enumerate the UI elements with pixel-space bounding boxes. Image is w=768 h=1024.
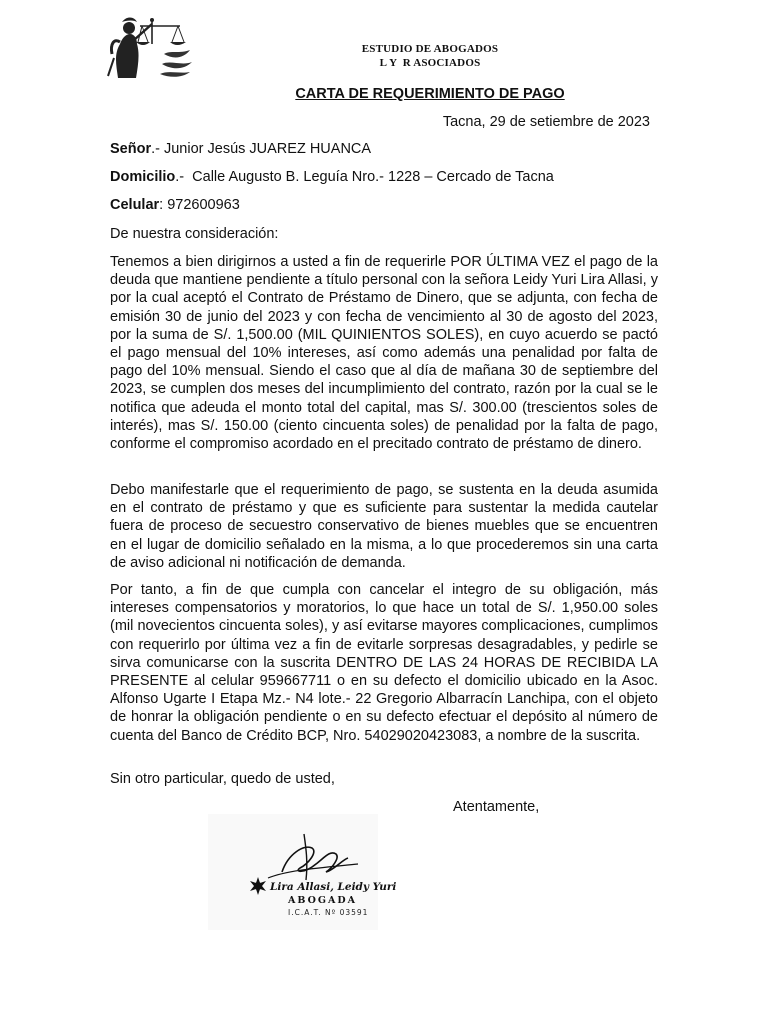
firm-name-line1: ESTUDIO DE ABOGADOS <box>361 43 499 55</box>
celular-value: : 972600963 <box>159 197 240 213</box>
body-paragraph: Debo manifestarle que el requerimiento de pago, se sustenta en la deuda asumida en el contrato de préstamo y que es suficiente para sustentar la medida cautelar fuera de proceso de secuestro conservativo de bienes muebles que se encuentren en el lugar de domicilio señalado en la misma, a lo que procederemos sin una carta de aviso adicional ni notificación de demanda. <box>110 482 658 571</box>
domicilio-value: .- Calle Augusto B. Leguía Nro.- 1228 – Cercado de Tacna <box>175 169 554 185</box>
firm-name <box>330 42 530 70</box>
senor-value: .- Junior Jesús JUAREZ HUANCA <box>151 141 372 157</box>
body-paragraph: Tenemos a bien dirigirnos a usted a fin de requerirle POR ÚLTIMA VEZ el pago de la deuda que mantiene pendiente a título personal con la señora Leidy Yuri Lira Allasi, y por la cual aceptó el Contrato de Préstamo de Dinero, que se adjunta, con fecha de emisión 30 de junio del 2023 y con fecha de vencimiento al 30 de agosto del 2023, por la suma de S/. 1,500.00 (MIL QUINIENTOS SOLES), en cuyo acuerdo se pactó el pago mensual del 10% intereses, así como además una penalidad por falta de pago del 10% mensual. Siendo el caso que al día de mañana 30 de septiembre del 2023, se cumplen dos meses del incumplimiento del contrato, razón por la cual se le notifica que adeuda el monto total del capital, mas S/. 300.00 (trescientos soles de interés), mas S/. 150.00 (ciento cincuenta soles) de penalidad por la falta de pago, conforme el compromiso acordado en el precitado contrato de préstamo de dinero. <box>110 254 658 453</box>
celular-label: Celular <box>110 197 160 213</box>
recipient-phone-line <box>110 197 240 213</box>
closing-line: Sin otro particular, quedo de usted, <box>110 771 335 787</box>
greeting: De nuestra consideración: <box>110 226 279 242</box>
signature-stamp <box>208 814 397 930</box>
domicilio-label: Domicilio <box>110 169 176 185</box>
stamp-registry: I.C.A.T. Nº 03591 <box>288 908 369 917</box>
closing-salutation: Atentamente, <box>453 799 540 815</box>
lady-justice-icon <box>104 14 196 80</box>
stamp-name: Lira Allasi, Leidy Yuri <box>270 881 397 893</box>
firm-logo <box>104 14 196 80</box>
senor-label: Señor <box>110 141 152 157</box>
letter-title: CARTA DE REQUERIMIENTO DE PAGO <box>295 86 565 102</box>
letter-date: Tacna, 29 de setiembre de 2023 <box>442 114 650 130</box>
firm-name-line2: L Y R ASOCIADOS <box>379 57 481 69</box>
body-paragraph: Por tanto, a fin de que cumpla con cancelar el integro de su obligación, más intereses compensatorios y moratorios, lo que hace un total de S/. 1,950.00 soles (mil novecientos cincuenta soles), y así evitarse mayores complicaciones, cumplimos con requerirlo por última vez a fin de evitarle sorpresas desagradables, y pedirle se sirva comunicarse con la suscrita DENTRO DE LAS 24 HORAS DE RECIBIDA LA PRESENTE al celular 959667711 o en su defecto el domicilio ubicado en la Asoc. Alfonso Ugarte I Etapa Mz.- N4 lote.- 22 Gregorio Albarracín Lanchipa, con el objeto de honrar la obligación pendiente o en su defecto efectuar el depósito al número de cuenta del Banco de Crédito BCP, Nro. 54029020423083, a nombre de la suscrita. <box>110 582 658 744</box>
recipient-address-line <box>110 169 554 185</box>
stamp-role: ABOGADA <box>288 895 357 906</box>
recipient-name-line <box>110 141 371 157</box>
